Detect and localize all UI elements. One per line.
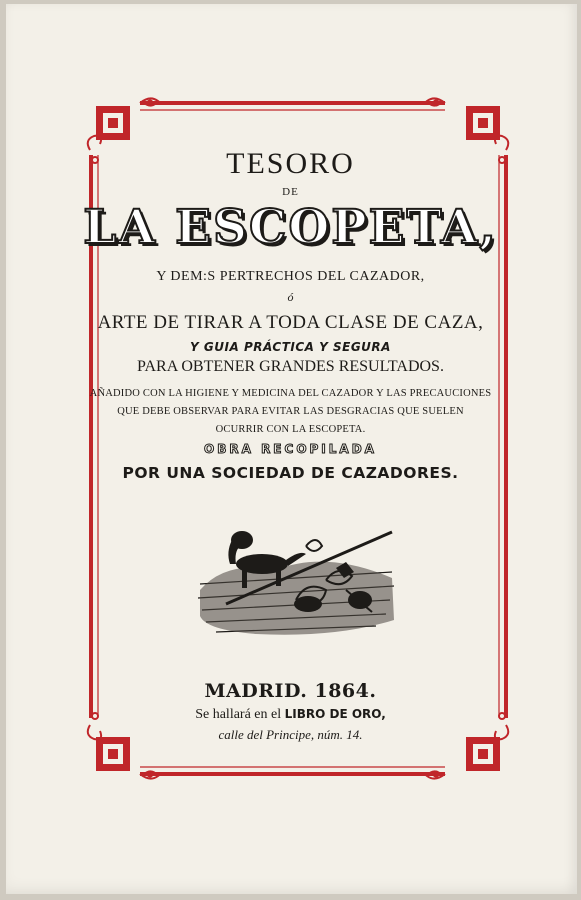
subtitle-conjunction: ó [287, 290, 294, 304]
obra-recopilada: OBRA RECOPILADA [204, 442, 377, 456]
added-line-1: AÑADIDO CON LA HIGIENE Y MEDICINA DEL CAZADOR Y LAS PRECAUCIONES [89, 388, 492, 399]
subtitle-guia: Y GUIA PRÁCTICA Y SEGURA [190, 340, 391, 354]
imprint-city-year: MADRID. 1864. [204, 680, 377, 702]
added-line-2: QUE DEBE OBSERVAR PARA EVITAR LAS DESGRACIAS QUE SUELEN [117, 406, 464, 417]
subtitle-resultados: PARA OBTENER GRANDES RESULTADOS. [137, 358, 444, 375]
imprint-sale-line [0, 707, 581, 723]
added-line-3: OCURRIR CON LA ESCOPETA. [215, 424, 366, 435]
hunting-dog-and-shotgun-engraving-icon [196, 520, 396, 638]
author-line: POR UNA SOCIEDAD DE CAZADORES. [122, 464, 459, 482]
main-title: LA ESCOPETA, [83, 200, 498, 255]
title-tesoro: TESORO [226, 147, 355, 180]
imprint-address: calle del Principe, núm. 14. [218, 727, 363, 742]
imprint-sale-prefix: Se hallará en el [195, 707, 282, 722]
subtitle-pertrechos: Y DEM:S PERTRECHOS DEL CAZADOR, [156, 269, 425, 284]
title-de: DE [282, 186, 299, 198]
subtitle-arte-de-tirar: ARTE DE TIRAR A TODA CLASE DE CAZA, [97, 312, 484, 333]
imprint-sale-store: LIBRO DE ORO, [284, 707, 386, 721]
